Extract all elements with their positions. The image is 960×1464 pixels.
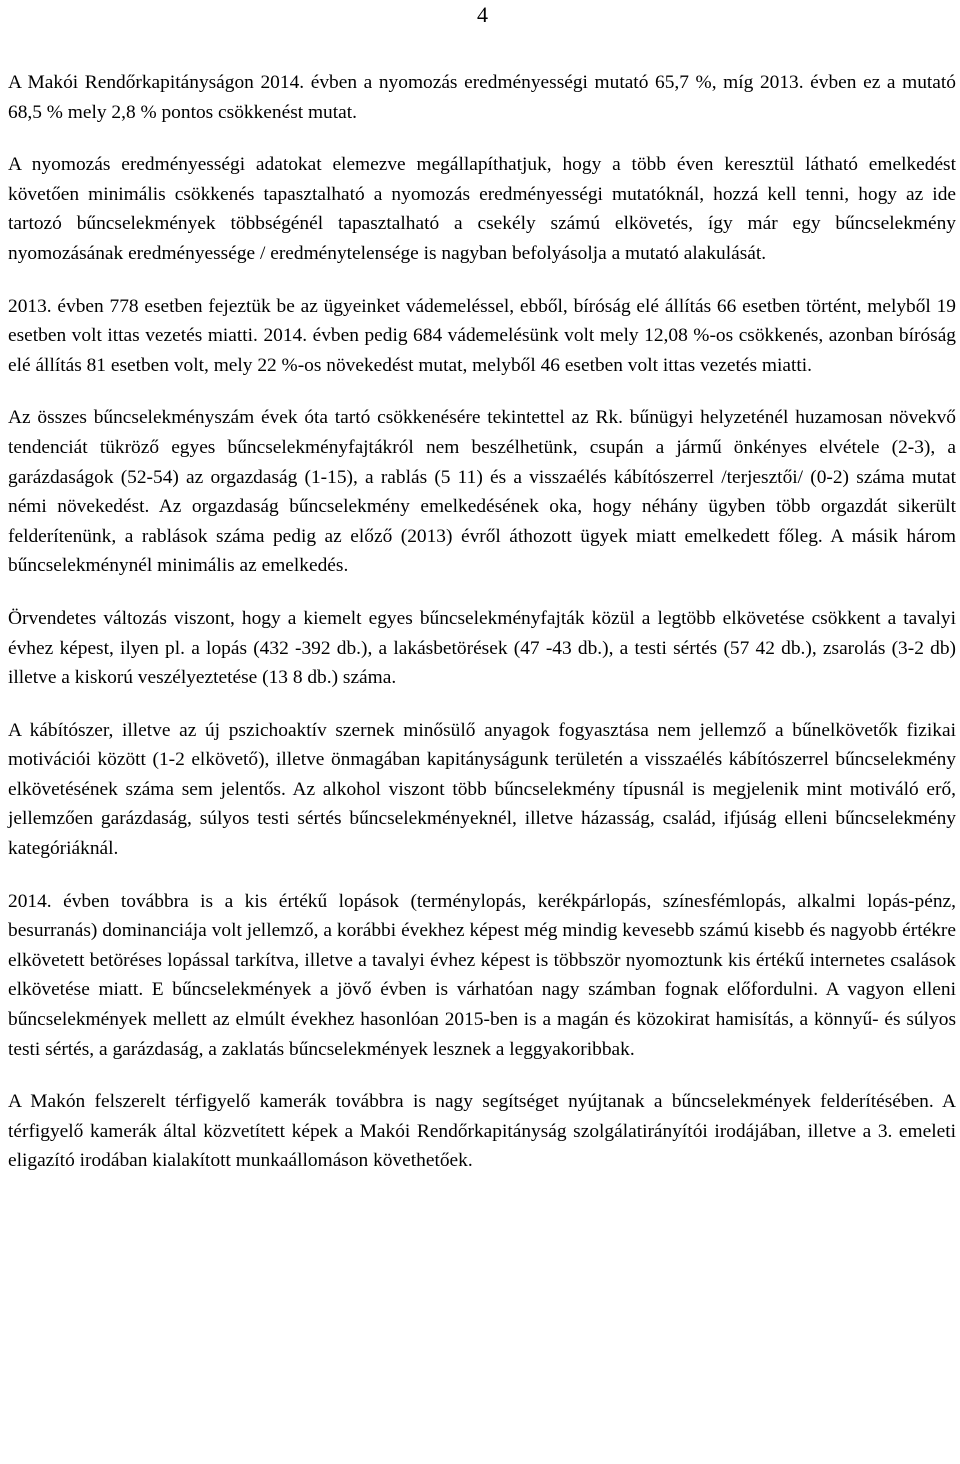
paragraph-investigation-rate: A Makói Rendőrkapitányságon 2014. évben a nyomozás eredményességi mutató 65,7 %, míg 2013. évben ez a mutató 68,5 % mely 2,8 % pontos csökkenést mutat. [8, 72, 956, 123]
paragraph-drugs-alcohol: A kábítószer, illetve az új pszichoaktív szernek minősülő anyagok fogyasztása nem jellemző a bűnelkövetők fizikai motivációi között (1-2 elkövető), illetve önmagában kapitányságunk területén a visszaélés kábítószerrel bűncselekmény elkövetésének száma sem jelentős. Az alkohol viszont több bűncselekmény típusnál is megjelenik mint motiváló erő, jellemzően garázdaság, súlyos testi sértés bűncselekményeknél, illetve házasság, család, ifjúság elleni bűncselekmény kategóriáknál. [8, 719, 956, 860]
document-body [8, 68, 956, 1199]
paragraph-prosecutions: 2013. évben 778 esetben fejeztük be az ügyeinket vádemeléssel, ebből, bíróság elé állítás 66 esetben történt, melyből 19 esetben volt ittas vezetés miatti. 2014. évben pedig 684 vádemelésünk volt mely 12,08 %-os csökkenés, azonban bíróság elé állítás 81 esetben volt, mely 22 %-os növekedést mutat, melyből 46 esetben volt ittas vezetés miatti. [8, 295, 956, 376]
paragraph-crime-trends: Az összes bűncselekményszám évek óta tartó csökkenésére tekintettel az Rk. bűnügyi helyzeténél huzamosan növekvő tendenciát tükröző egyes bűncselekményfajtákról nem beszélhetünk, csupán a jármű önkényes elvétele (2-3), a garázdaságok (52-54) az orgazdaság (1-15), a rablás (5 11) és a visszaélés kábítószerrel /terjesztői/ (0-2) száma mutat némi növekedést. Az orgazdaság bűncselekmény emelkedésének oka, hogy néhány ügyben több orgazdát sikerült felderítenünk, a rablások száma pedig az előző (2013) évről áthozott ügyek miatt emelkedett főleg. A másik három bűncselekménynél minimális az emelkedés. [8, 407, 956, 577]
paragraph-theft-outlook: 2014. évben továbbra is a kis értékű lopások (terménylopás, kerékpárlopás, színesfémlopás, alkalmi lopás-pénz, besurranás) dominanciája volt jellemző, a korábbi évekhez képest még mindig kevesebb számú kisebb és nagyobb értékre elkövetett betöréses lopással tarkítva, illetve a tavalyi évhez képest is többször nyomoztunk kis értékű internetes csalások elkövetése miatt. E bűncselekmények a jövő évben is várhatóan nagy számban fognak előfordulni. A vagyon elleni bűncselekmények mellett az elmúlt évekhez hasonlóan 2015-ben is a magán és közokirat hamisítás, a könnyű- és súlyos testi sértés, a garázdaság, a zaklatás bűncselekmények lesznek a leggyakoribbak. [8, 890, 956, 1060]
page-number: 4 [477, 2, 488, 27]
paragraph-decreasing-crimes: Örvendetes változás viszont, hogy a kiemelt egyes bűncselekményfajták közül a legtöbb elkövetése csökkent a tavalyi évhez képest, ilyen pl. a lopás (432 -392 db.), a lakásbetörések (47 -43 db.), a testi sértés (57 42 db.), zsarolás (3-2 db) illetve a kiskorú veszélyeztetése (13 8 db.) száma. [8, 607, 956, 689]
paragraph-cctv: A Makón felszerelt térfigyelő kamerák továbbra is nagy segítséget nyújtanak a bűncselekmények felderítésében. A térfigyelő kamerák által közvetített képek a Makói Rendőrkapitányság szolgálatirányítói irodájában, illetve a 3. emeleti eligazító irodában kialakított munkaállomáson követhetőek. [8, 1091, 956, 1172]
paragraph-investigation-analysis: A nyomozás eredményességi adatokat elemezve megállapíthatjuk, hogy a több éven keresztül látható emelkedést követően minimális csökkenés tapasztalható a nyomozás eredményességi mutatóknál, hozzá kell tenni, hogy az ide tartozó bűncselekmények többségénél tapasztalható a csekély számú elkövetés, így már egy bűncselekmény nyomozásának eredményessége / eredménytelensége is nagyban befolyásolja a mutató alakulását. [8, 154, 956, 264]
